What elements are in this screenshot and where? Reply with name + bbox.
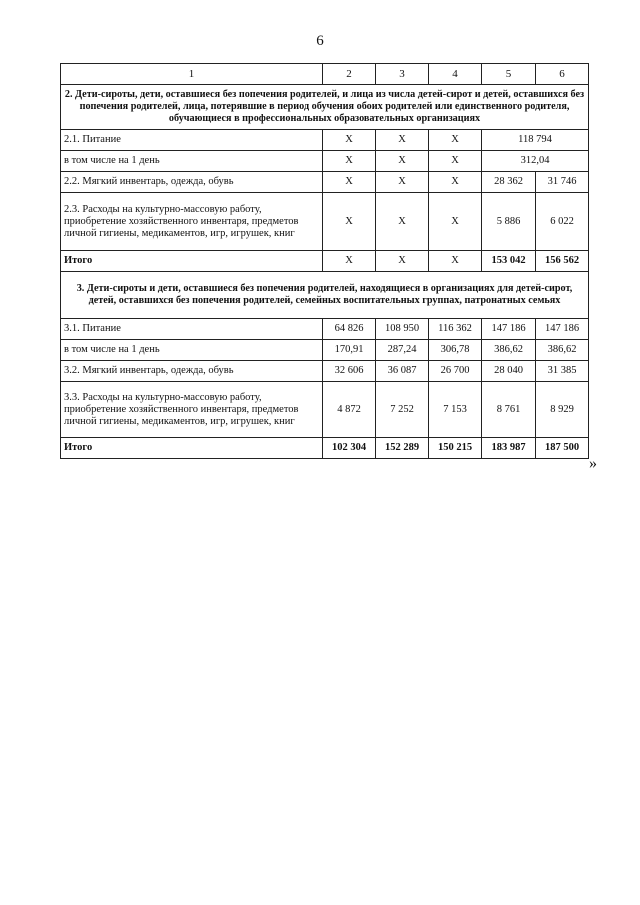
- table-cell: 26 700: [429, 361, 482, 382]
- table-cell: X: [429, 172, 482, 193]
- table-cell: X: [429, 151, 482, 172]
- table-cell: 170,91: [323, 340, 376, 361]
- closing-quote: »: [589, 455, 597, 472]
- table-row: [61, 340, 589, 361]
- table-cell: 6 022: [536, 193, 589, 251]
- table-row: [61, 319, 589, 340]
- table-cell: 116 362: [429, 319, 482, 340]
- table-cell: 4 872: [323, 382, 376, 438]
- table-cell: X: [429, 251, 482, 272]
- table-cell: 32 606: [323, 361, 376, 382]
- table-row: [61, 172, 589, 193]
- row-label: в том числе на 1 день: [61, 340, 323, 361]
- table-cell: 8 929: [536, 382, 589, 438]
- table-cell: 147 186: [482, 319, 536, 340]
- table-cell: X: [429, 193, 482, 251]
- table-cell: 147 186: [536, 319, 589, 340]
- row-label: Итого: [61, 438, 323, 459]
- section-title: 2. Дети-сироты, дети, оставшиеся без попечения родителей, и лица из числа детей-сирот и детей, оставшихся без попечения родителей, лица, потерявшие в период обучения обоих родителей или единственного родителя, обучающиеся в профессиональных образовательных организациях: [61, 85, 589, 130]
- section-title-row: [61, 85, 589, 130]
- row-label: 2.3. Расходы на культурно-массовую работу, приобретение хозяйственного инвентаря, предметов личной гигиены, медикаментов, игр, игрушек, книг: [61, 193, 323, 251]
- total-row: [61, 251, 589, 272]
- table-cell: X: [323, 172, 376, 193]
- table-cell-merged: 312,04: [482, 151, 589, 172]
- table-cell: 386,62: [482, 340, 536, 361]
- section-title-row: [61, 272, 589, 319]
- column-header: 2: [323, 64, 376, 85]
- table-cell: 386,62: [536, 340, 589, 361]
- table-cell: 31 746: [536, 172, 589, 193]
- table-cell: 64 826: [323, 319, 376, 340]
- table-cell: 187 500: [536, 438, 589, 459]
- table-cell: 5 886: [482, 193, 536, 251]
- row-label: 2.1. Питание: [61, 130, 323, 151]
- table-cell: X: [429, 130, 482, 151]
- column-header: 5: [482, 64, 536, 85]
- table-cell: 8 761: [482, 382, 536, 438]
- table-cell: 156 562: [536, 251, 589, 272]
- table-cell: 28 362: [482, 172, 536, 193]
- table-cell: X: [376, 193, 429, 251]
- table-cell: 28 040: [482, 361, 536, 382]
- table-cell-merged: 118 794: [482, 130, 589, 151]
- table-cell: X: [376, 130, 429, 151]
- table-cell: 287,24: [376, 340, 429, 361]
- table-row: [61, 382, 589, 438]
- table-cell: 153 042: [482, 251, 536, 272]
- total-row: [61, 438, 589, 459]
- table-cell: X: [323, 251, 376, 272]
- table-cell: 7 252: [376, 382, 429, 438]
- row-label: в том числе на 1 день: [61, 151, 323, 172]
- section-title: 3. Дети-сироты и дети, оставшиеся без попечения родителей, находящиеся в организациях для детей-сирот, детей, оставшихся без попечения родителей, семейных воспитательных группах, патронатных семьях: [61, 272, 589, 319]
- table-cell: 152 289: [376, 438, 429, 459]
- table-row: [61, 361, 589, 382]
- row-label: 3.2. Мягкий инвентарь, одежда, обувь: [61, 361, 323, 382]
- table-cell: 36 087: [376, 361, 429, 382]
- table-cell: 150 215: [429, 438, 482, 459]
- table-cell: X: [323, 151, 376, 172]
- table-cell: X: [323, 130, 376, 151]
- column-header: 1: [61, 64, 323, 85]
- table-cell: 183 987: [482, 438, 536, 459]
- row-label: Итого: [61, 251, 323, 272]
- budget-table: [60, 63, 589, 459]
- table-cell: 108 950: [376, 319, 429, 340]
- table-cell: X: [376, 151, 429, 172]
- row-label: 3.1. Питание: [61, 319, 323, 340]
- page-number: 6: [316, 33, 324, 49]
- table-cell: 102 304: [323, 438, 376, 459]
- table-cell: X: [323, 193, 376, 251]
- table-row: [61, 130, 589, 151]
- table-cell: 7 153: [429, 382, 482, 438]
- table-header-row: [61, 64, 589, 85]
- table-cell: X: [376, 172, 429, 193]
- table-row: [61, 151, 589, 172]
- column-header: 3: [376, 64, 429, 85]
- row-label: 2.2. Мягкий инвентарь, одежда, обувь: [61, 172, 323, 193]
- table-row: [61, 193, 589, 251]
- column-header: 4: [429, 64, 482, 85]
- row-label: 3.3. Расходы на культурно-массовую работу, приобретение хозяйственного инвентаря, предметов личной гигиены, медикаментов, игр, игрушек, книг: [61, 382, 323, 438]
- column-header: 6: [536, 64, 589, 85]
- table-cell: 31 385: [536, 361, 589, 382]
- table-cell: X: [376, 251, 429, 272]
- table-cell: 306,78: [429, 340, 482, 361]
